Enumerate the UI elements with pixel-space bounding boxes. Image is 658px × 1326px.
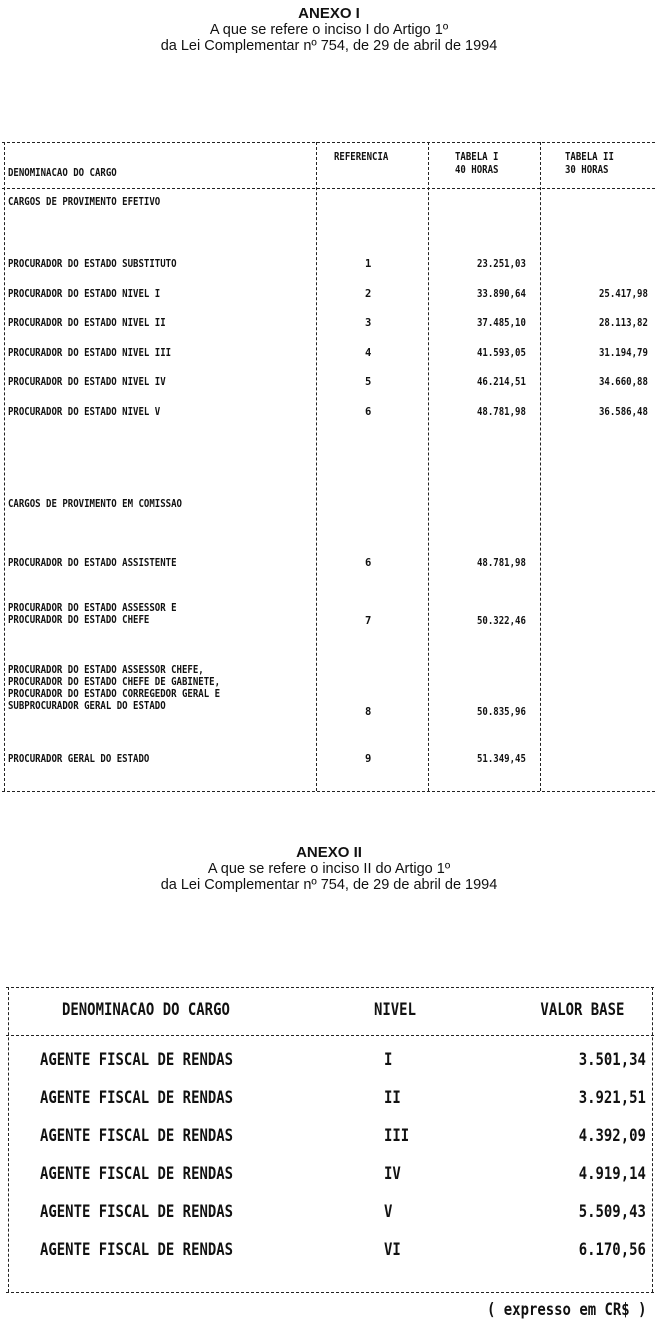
anexo2-title: ANEXO II <box>296 844 362 861</box>
anexo1-header-tabela1: TABELA I <box>455 151 499 163</box>
anexo2-bottom-rule <box>6 1292 654 1293</box>
row-cargo: PROCURADOR DO ESTADO NIVEL I <box>8 288 161 300</box>
row-cargo: AGENTE FISCAL DE RENDAS <box>40 1240 234 1260</box>
anexo1-header-tabela2-hours: 30 HORAS <box>565 164 609 176</box>
row-cargo: PROCURADOR DO ESTADO CHEFE <box>8 614 150 626</box>
anexo1-header-tabela1-hours: 40 HORAS <box>455 164 499 176</box>
row-referencia: 7 <box>365 615 372 627</box>
anexo1-section-efetivo: CARGOS DE PROVIMENTO EFETIVO <box>8 196 161 208</box>
row-referencia: 2 <box>365 288 372 300</box>
anexo2-header-nivel: NIVEL <box>374 1000 416 1020</box>
row-cargo: AGENTE FISCAL DE RENDAS <box>40 1164 234 1184</box>
anexo2-footnote: ( expresso em CR$ ) <box>486 1300 646 1320</box>
row-nivel: VI <box>384 1240 401 1260</box>
anexo2-header <box>0 845 658 893</box>
row-cargo: SUBPROCURADOR GERAL DO ESTADO <box>8 700 166 712</box>
row-cargo: PROCURADOR DO ESTADO CHEFE DE GABINETE, <box>8 676 221 688</box>
anexo2-right-border <box>652 987 653 1292</box>
row-cargo: PROCURADOR DO ESTADO SUBSTITUTO <box>8 258 177 270</box>
row-tabela1: 33.890,64 <box>477 288 526 300</box>
row-cargo: PROCURADOR DO ESTADO CORREGEDOR GERAL E <box>8 688 221 700</box>
row-tabela1: 46.214,51 <box>477 376 526 388</box>
row-valor: 5.509,43 <box>578 1202 646 1222</box>
row-tabela1: 50.835,96 <box>477 706 526 718</box>
row-tabela2: 36.586,48 <box>599 406 648 418</box>
row-referencia: 4 <box>365 347 372 359</box>
anexo1-subtitle-1: A que se refere o inciso I do Artigo 1º <box>209 22 449 38</box>
row-tabela1: 37.485,10 <box>477 317 526 329</box>
row-tabela2: 31.194,79 <box>599 347 648 359</box>
row-cargo: PROCURADOR DO ESTADO NIVEL V <box>8 406 161 418</box>
row-cargo: PROCURADOR DO ESTADO ASSISTENTE <box>8 557 177 569</box>
anexo2-header-valor: VALOR BASE <box>540 1000 624 1020</box>
anexo1-header-referencia: REFERENCIA <box>334 151 389 163</box>
row-tabela2: 28.113,82 <box>599 317 648 329</box>
row-cargo: PROCURADOR DO ESTADO NIVEL III <box>8 347 172 359</box>
row-nivel: II <box>384 1088 401 1108</box>
anexo2-subtitle-1: A que se refere o inciso II do Artigo 1º <box>207 861 451 877</box>
anexo1-left-border <box>4 142 5 791</box>
row-referencia: 9 <box>365 753 372 765</box>
anexo1-header-rule <box>2 188 655 189</box>
row-cargo: PROCURADOR DO ESTADO NIVEL II <box>8 317 166 329</box>
row-cargo: AGENTE FISCAL DE RENDAS <box>40 1088 234 1108</box>
anexo1-header <box>0 6 658 54</box>
anexo1-subtitle-2: da Lei Complementar nº 754, de 29 de abril de 1994 <box>160 38 498 54</box>
row-cargo: PROCURADOR DO ESTADO NIVEL IV <box>8 376 166 388</box>
row-referencia: 3 <box>365 317 372 329</box>
row-nivel: III <box>384 1126 410 1146</box>
row-valor: 4.919,14 <box>578 1164 646 1184</box>
anexo2-left-border <box>8 987 9 1292</box>
row-referencia: 8 <box>365 706 372 718</box>
anexo1-section-comissao: CARGOS DE PROVIMENTO EM COMISSAO <box>8 498 182 510</box>
row-cargo: AGENTE FISCAL DE RENDAS <box>40 1126 234 1146</box>
row-valor: 4.392,09 <box>578 1126 646 1146</box>
row-tabela1: 48.781,98 <box>477 557 526 569</box>
row-valor: 6.170,56 <box>578 1240 646 1260</box>
anexo2-subtitle-2: da Lei Complementar nº 754, de 29 de abril de 1994 <box>160 877 498 893</box>
row-cargo: AGENTE FISCAL DE RENDAS <box>40 1202 234 1222</box>
row-referencia: 5 <box>365 376 372 388</box>
row-tabela1: 41.593,05 <box>477 347 526 359</box>
anexo1-col-divider-3 <box>540 142 541 791</box>
row-valor: 3.501,34 <box>578 1050 646 1070</box>
anexo1-top-rule <box>2 142 655 143</box>
row-tabela2: 25.417,98 <box>599 288 648 300</box>
row-cargo: PROCURADOR DO ESTADO ASSESSOR E <box>8 602 177 614</box>
row-nivel: IV <box>384 1164 401 1184</box>
row-tabela1: 48.781,98 <box>477 406 526 418</box>
row-tabela1: 50.322,46 <box>477 615 526 627</box>
anexo1-col-divider-2 <box>428 142 429 791</box>
row-nivel: V <box>384 1202 393 1222</box>
anexo2-header-cargo: DENOMINACAO DO CARGO <box>62 1000 230 1020</box>
anexo1-bottom-rule <box>2 791 655 792</box>
row-tabela1: 23.251,03 <box>477 258 526 270</box>
anexo2-top-rule <box>6 987 654 988</box>
anexo1-title: ANEXO I <box>298 5 360 22</box>
row-cargo: AGENTE FISCAL DE RENDAS <box>40 1050 234 1070</box>
row-nivel: I <box>384 1050 393 1070</box>
anexo2-header-rule <box>6 1035 654 1036</box>
row-tabela1: 51.349,45 <box>477 753 526 765</box>
anexo1-header-tabela2: TABELA II <box>565 151 614 163</box>
row-valor: 3.921,51 <box>578 1088 646 1108</box>
row-cargo: PROCURADOR GERAL DO ESTADO <box>8 753 150 765</box>
row-referencia: 6 <box>365 557 372 569</box>
row-referencia: 1 <box>365 258 372 270</box>
anexo1-header-cargo: DENOMINACAO DO CARGO <box>8 167 117 179</box>
row-tabela2: 34.660,88 <box>599 376 648 388</box>
row-cargo: PROCURADOR DO ESTADO ASSESSOR CHEFE, <box>8 664 204 676</box>
row-referencia: 6 <box>365 406 372 418</box>
anexo1-col-divider-1 <box>316 142 317 791</box>
